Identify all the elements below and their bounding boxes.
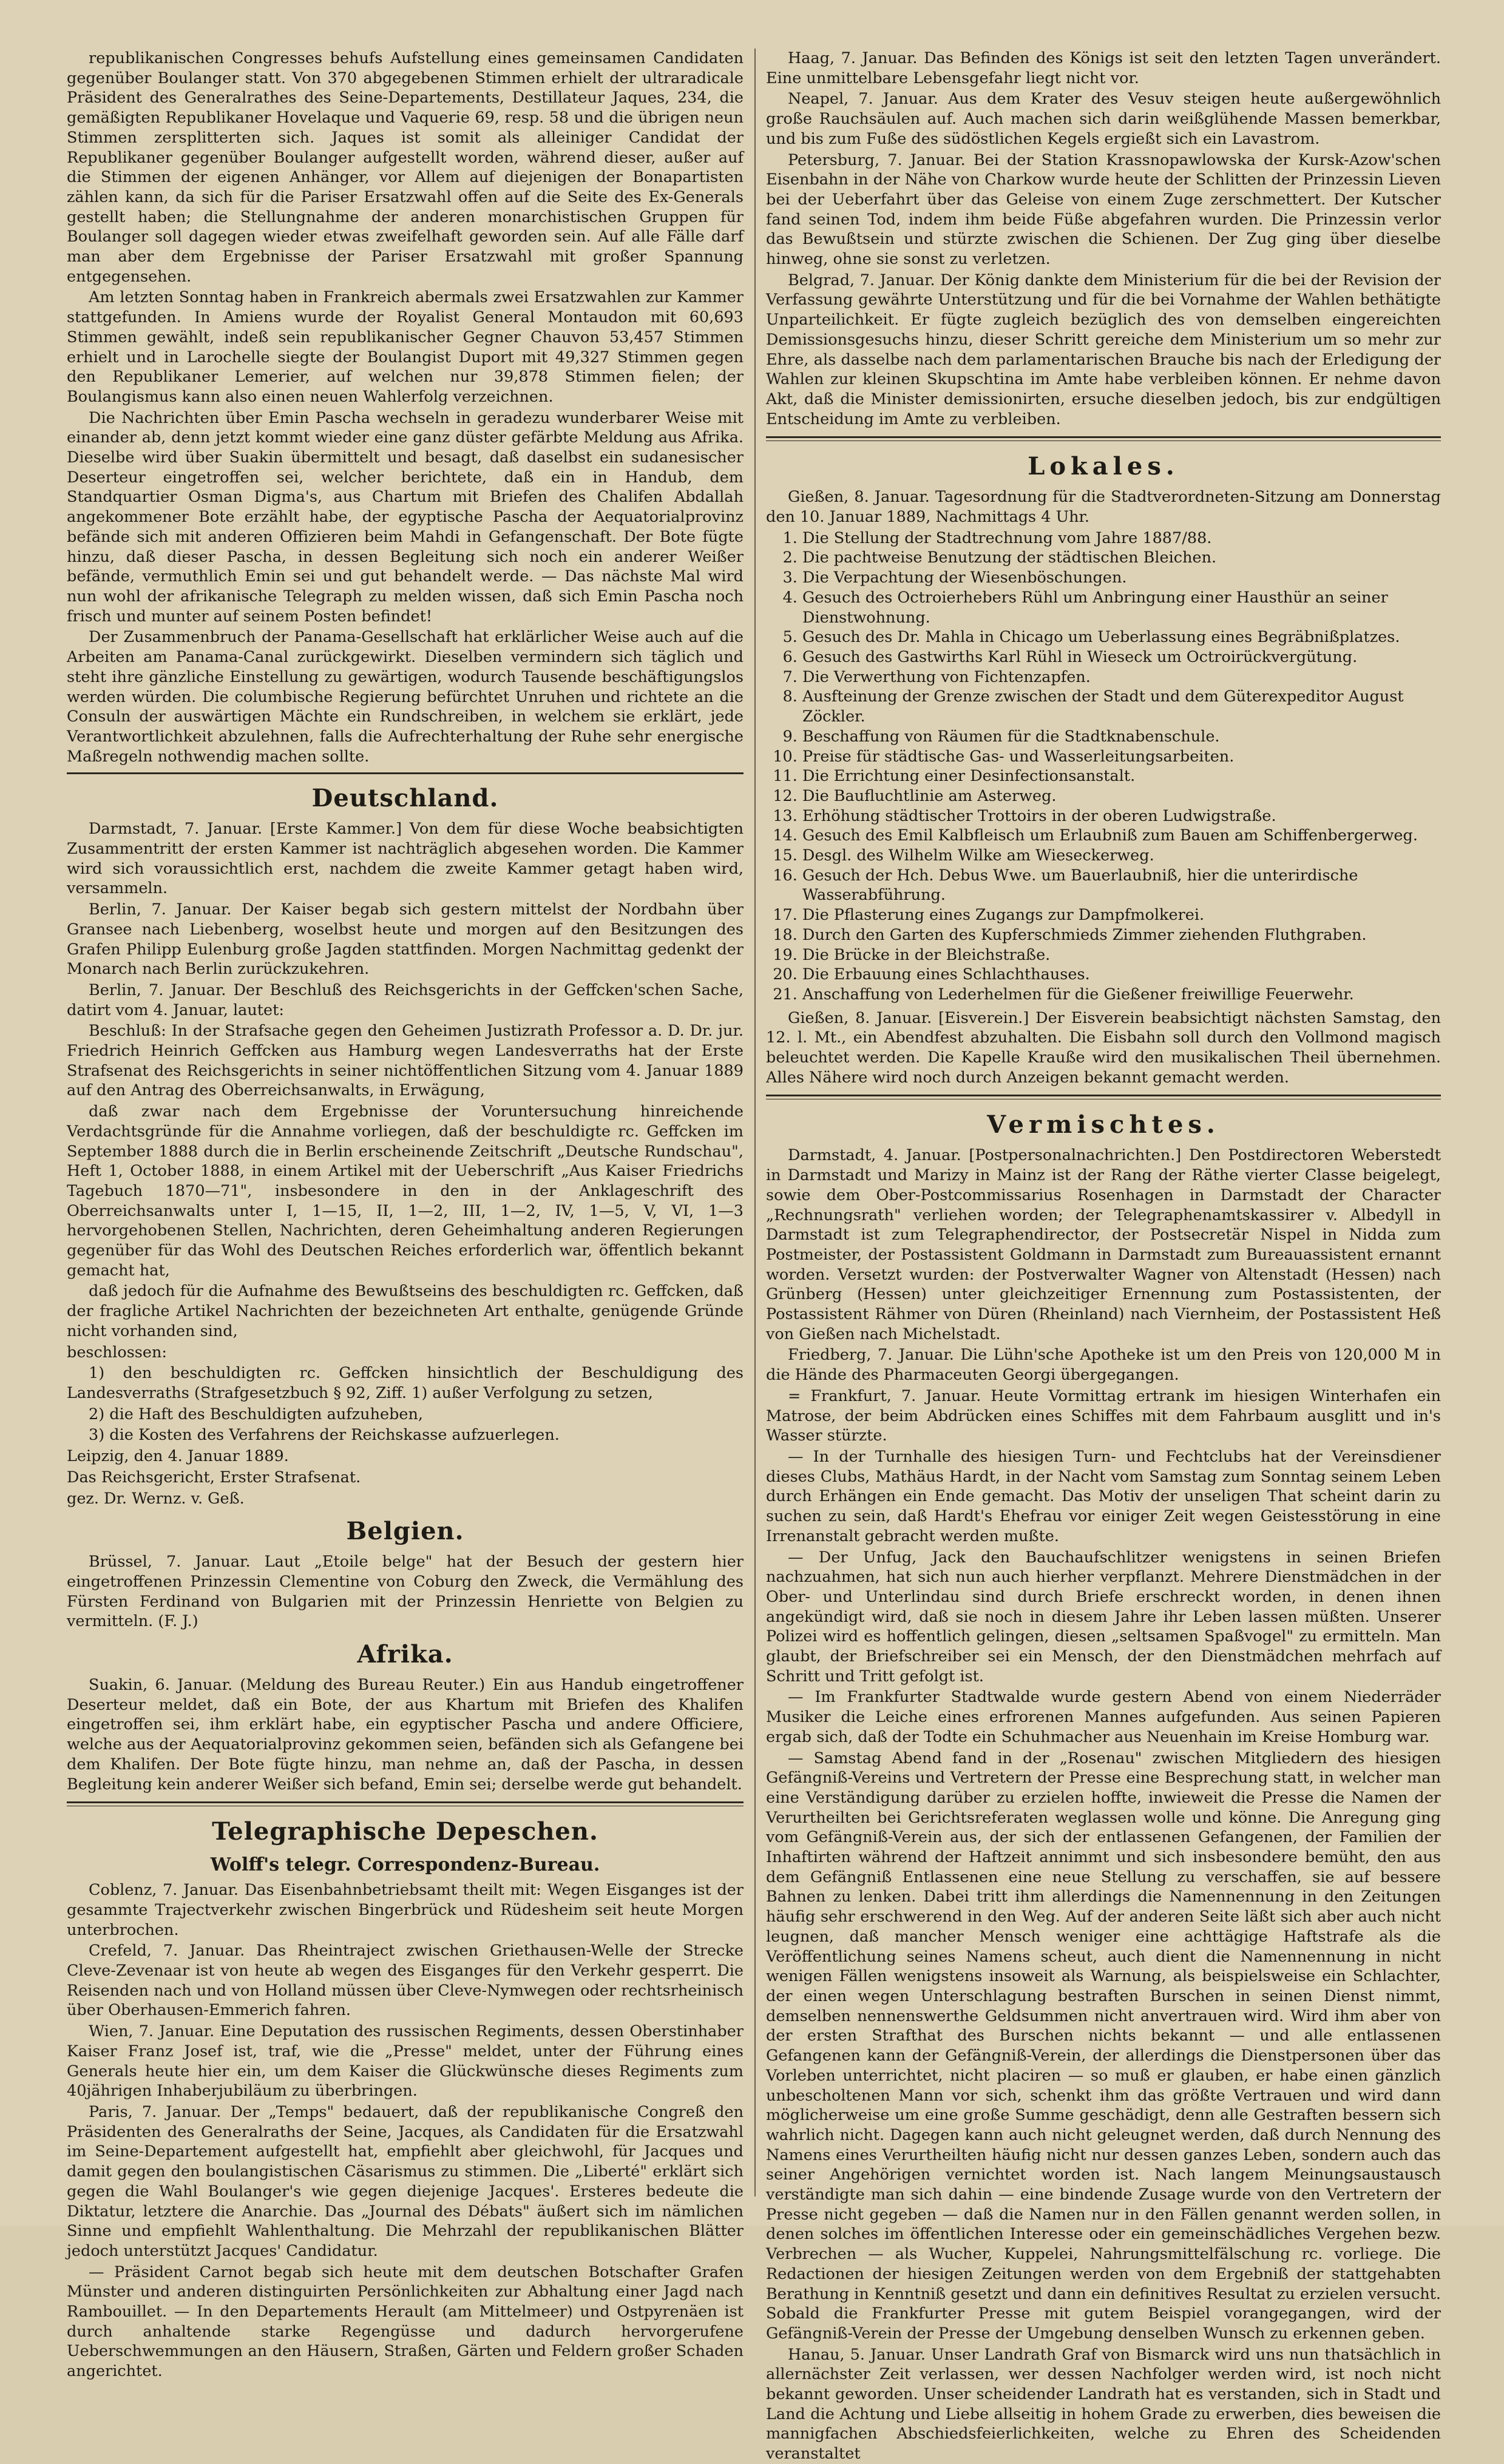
lokales-intro: Gießen, 8. Januar. Tagesordnung für die Stadtverordneten-Sitzung am Donnerstag den 10. Januar 1889, Nachmittags 4 Uhr.: [766, 488, 1441, 527]
signoff-line: gez. Dr. Wernz. v. Geß.: [67, 1489, 245, 1508]
section-heading-telegraph: Telegraphische Depeschen.: [212, 1817, 598, 1846]
article-paragraph: Haag, 7. Januar. Das Befinden des Königs ist seit den letzten Tagen unverändert. Eine unmittelbare Lebensgefahr liegt nicht vor.: [766, 49, 1441, 87]
article-paragraph: Wien, 7. Januar. Eine Deputation des russischen Regiments, dessen Oberstinhaber Kaiser Franz Josef ist, traf, wie die „Presse" meldet, unter der Führung eines Generals heute hier ein, um dem Kaiser die Glückwünsche dieses Regiments zum 40jährigen Inhaberjubiläum zu überbringen.: [67, 2022, 744, 2101]
agenda-item: 13. Erhöhung städtischer Trottoirs in der oberen Ludwigstraße.: [802, 806, 1441, 826]
agenda-item: 4. Gesuch des Octroierhebers Rühl um Anbringung einer Hausthür an seiner Dienstwohnung.: [802, 588, 1441, 627]
beschlossen-items: [67, 1363, 744, 1445]
article-paragraph: Coblenz, 7. Januar. Das Eisenbahnbetriebsamt theilt mit: Wegen Eisganges ist der gesammte Trajectverkehr zwischen Bingerbrück und Rüdesheim seit heute Morgen unterbrochen.: [67, 1881, 744, 1939]
article-paragraph: Berlin, 7. Januar. Der Beschluß des Reichsgerichts in der Geffcken'schen Sache, datirt vom 4. Januar, lautet:: [67, 981, 744, 1019]
ruling-item: 3) die Kosten des Verfahrens der Reichskasse aufzuerlegen.: [89, 1426, 560, 1445]
article-paragraph: Darmstadt, 4. Januar. [Postpersonalnachrichten.] Den Postdirectoren Weberstedt in Darmstadt und Marizy in Mainz ist der Rang der Räthe vierter Classe beigelegt, sowie dem Ober-Postcommissarius Rosenhagen in Darmstadt der Character „Rechnungsrath" verliehen worden; der Telegraphenamtskassirer v. Albedyll in Darmstadt ist zum Telegraphendirector, der Postsecretär Nispel in Nidda zum Postmeister, der Postassistent Goldmann in Darmstadt zum Bureauassistent ernannt worden. Versetzt wurden: der Postverwalter Wagner von Altenstadt (Hessen) nach Grünberg (Hessen) unter gleichzeitiger Ernennung zum Postassistenten, der Postassistent Rähmer von Düren (Rheinland) nach Viernheim, der Postassistent Heß von Gießen nach Michelstadt.: [766, 1146, 1441, 1343]
afrika-articles: [67, 1675, 744, 1794]
lokales-articles: [766, 1008, 1441, 1088]
agenda-item: 20. Die Erbauung eines Schlachthauses.: [802, 965, 1441, 985]
article-paragraph: Die Nachrichten über Emin Pascha wechseln in geradezu wunderbarer Weise mit einander ab, denn jetzt kommt wieder eine ganz düster gefärbte Meldung aus Afrika. Dieselbe wird über Suakin übermittelt und besagt, daß daselbst ein sudanesischer Deserteur eingetroffen sei, welcher berichtete, daß ein in Handub, dem Standquartier Osman Digma's, aus Chartum mit Briefen des Chalifen Abdallah angekommener Bote erzählt habe, der egyptische Pascha der Aequatorialprovinz befände sich mit anderen Offizieren beim Mahdi in Gefangenschaft. Der Bote fügte hinzu, daß dieser Pascha, in dessen Begleitung sich noch ein anderer Weißer befände, vermuthlich Emin sei und gut behandelt werde. — Das nächste Mal wird nun wohl der afrikanische Telegraph zu melden wissen, daß sich Emin Pascha noch frisch und munter auf seinem Posten befindet!: [67, 408, 744, 626]
article-paragraph: Brüssel, 7. Januar. Laut „Etoile belge" hat der Besuch der gestern hier eingetroffenen Prinzessin Clementine von Coburg den Zweck, die Vermählung des Fürsten Ferdinand von Bulgarien mit der Prinzessin Henriette von Belgien zu vermitteln. (F. J.): [67, 1553, 744, 1631]
section-rule: [766, 1095, 1441, 1099]
article-paragraph: — Präsident Carnot begab sich heute mit dem deutschen Botschafter Grafen Münster und anderen distinguirten Persönlichkeiten zur Abhaltung einer Jagd nach Rambouillet. — In den Departements Herault (am Mittelmeer) und Ostpyrenäen ist durch anhaltende starke Regengüsse und dadurch hervorgerufene Ueberschwemmungen an den Häusern, Straßen, Gärten und Feldern großer Schaden angerichtet.: [67, 2263, 744, 2381]
telegraph-continued: [766, 49, 1441, 429]
agenda-list: [766, 528, 1441, 1005]
court-signoff: [67, 1446, 744, 1508]
article-paragraph: Am letzten Sonntag haben in Frankreich abermals zwei Ersatzwahlen zur Kammer stattgefunden. In Amiens wurde der Royalist General Montaudon mit 60,693 Stimmen gewählt, indeß sein republikanischer Gegner Chauvon 53,457 Stimmen erhielt und in Larochelle siegte der Boulangist Duport mit 49,327 Stimmen gegen den Republikaner Lemerier, auf welchen nur 39,878 Stimmen fielen; der Boulangismus kann also einen neuen Wahlerfolg verzeichnen.: [67, 288, 744, 406]
left-column: [67, 49, 744, 2381]
article-paragraph: Neapel, 7. Januar. Aus dem Krater des Vesuv steigen heute außergewöhnlich große Rauchsäulen auf. Auch machen sich darin weißglühende Massen bemerkbar, und bis zum Fuße des südöstlichen Kegels ergießt sich ein Lavastrom.: [766, 90, 1441, 148]
agenda-item: 9. Beschaffung von Räumen für die Stadtknabenschule.: [802, 727, 1441, 747]
section-heading-lokales: Lokales.: [1028, 452, 1179, 481]
intro-articles: [67, 49, 744, 766]
article-paragraph: Belgrad, 7. Januar. Der König dankte dem Ministerium für die bei der Revision der Verfassung gewährte Unterstützung und für die bei Vornahme der Wahlen bethätigte Unparteilichkeit. Er fügte zugleich bezüglich des von demselben eingereichten Demissionsgesuchs hinzu, dieser Schritt gereiche dem Ministerium um so mehr zur Ehre, als dasselbe nach dem parlamentarischen Brauche bis nach der Erledigung der Wahlen zur kleinen Skupschtina im Amte habe verbleiben können. Er nehme davon Akt, daß die Minister demissionirten, ersuche dieselben jedoch, bis zur endgültigen Entscheidung im Amte zu verbleiben.: [766, 271, 1441, 428]
signoff-line: Leipzig, den 4. Januar 1889.: [67, 1447, 289, 1466]
article-paragraph: = Frankfurt, 7. Januar. Heute Vormittag ertrank im hiesigen Winterhafen ein Matrose, der beim Abdrücken eines Schiffes mit dem Fahrbaum ausglitt und in's Wasser stürzte.: [766, 1386, 1441, 1445]
article-paragraph: Der Zusammenbruch der Panama-Gesellschaft hat erklärlicher Weise auch auf die Arbeiten am Panama-Canal zurückgewirkt. Dieselben vermindern sich täglich und steht ihre gänzliche Einstellung zu gewärtigen, wodurch Tausende beschäftigungslos werden würden. Die columbische Regierung befürchtet Unruhen und richtete an die Consuln der auswärtigen Mächte ein Rundschreiben, in welchem sie erklärt, jede Verantwortlichkeit abzulehnen, falls die Aufrechterhaltung der Ruhe sehr energische Maßregeln nothwendig machen sollte.: [67, 628, 744, 766]
agenda-item: 10. Preise für städtische Gas- und Wasserleitungsarbeiten.: [802, 747, 1441, 767]
section-rule: [766, 436, 1441, 441]
telegraph-subheading: Wolff's telegr. Correspondenz-Bureau.: [210, 1854, 600, 1876]
section-rule: [67, 1801, 744, 1806]
article-paragraph: Beschluß: In der Strafsache gegen den Geheimen Justizrath Professor a. D. Dr. jur. Friedrich Heinrich Geffcken aus Hamburg wegen Landesverraths hat der Erste Strafsenat des Reichsgerichts in seiner nichtöffentlichen Sitzung vom 4. Januar 1889 auf den Antrag des Oberreichsanwalts, in Erwägung,: [67, 1022, 744, 1100]
belgien-articles: [67, 1552, 744, 1632]
article-paragraph: Paris, 7. Januar. Der „Temps" bedauert, daß der republikanische Congreß den Präsidenten des Generalraths der Seine, Jacques, als Candidaten für die Ersatzwahl im Seine-Departement aufgestellt hat, empfiehlt aber gleichwohl, für Jacques und damit gegen den boulangistischen Cäsarismus zu stimmen. Die „Liberté" erklärt sich gegen die Wahl Boulanger's wie gegen diejenige Jacques'. Ersteres bedeute die Diktatur, letztere die Anarchie. Das „Journal des Débats" äußert sich im nämlichen Sinne und empfiehlt Wahlenthaltung. Die Mehrzahl der republikanischen Blätter jedoch unterstützt Jacques' Candidatur.: [67, 2102, 744, 2260]
agenda-item: 14. Gesuch des Emil Kalbfleisch um Erlaubniß zum Bauen am Schiffenbergerweg.: [802, 826, 1441, 846]
agenda-item: 11. Die Errichtung einer Desinfectionsanstalt.: [802, 766, 1441, 786]
agenda-item: 3. Die Verpachtung der Wiesenböschungen.: [802, 568, 1441, 588]
article-paragraph: daß jedoch für die Aufnahme des Bewußtseins des beschuldigten rc. Geffcken, daß der fragliche Artikel Nachrichten der bezeichneten Art enthalte, genügende Gründe nicht vorhanden sind,: [67, 1282, 744, 1340]
right-column: [766, 49, 1441, 2463]
section-rule: [67, 772, 744, 774]
article-paragraph: — Der Unfug, Jack den Bauchaufschlitzer wenigstens in seinen Briefen nachzuahmen, hat sich nun auch hierher verpflanzt. Mehrere Dienstmädchen in der Ober- und Unterlindau sind durch Briefe erschreckt worden, in denen ihnen angekündigt wird, daß sie noch in diesem Jahre ihr Leben lassen müßten. Unserer Polizei wird es hoffentlich gelingen, diesen „seltsamen Spaßvogel" zu ermitteln. Man glaubt, der Briefschreiber sei ein Mensch, der den Dienstmädchen mehrfach auf Schritt und Tritt gefolgt ist.: [766, 1548, 1441, 1686]
agenda-item: 19. Die Brücke in der Bleichstraße.: [802, 945, 1441, 965]
article-paragraph: Friedberg, 7. Januar. Die Lühn'sche Apotheke ist um den Preis von 120,000 M in die Hände des Pharmaceuten Georgi übergegangen.: [766, 1346, 1441, 1385]
agenda-item: 15. Desgl. des Wilhelm Wilke am Wieseckerweg.: [802, 846, 1441, 866]
section-heading-deutschland: Deutschland.: [311, 784, 499, 813]
agenda-item: 17. Die Pflasterung eines Zugangs zur Dampfmolkerei.: [802, 905, 1441, 925]
article-paragraph: Crefeld, 7. Januar. Das Rheintraject zwischen Griethausen-Welle der Strecke Cleve-Zevenaar ist von heute ab wegen des Eisganges für den Verkehr gesperrt. Die Reisenden nach und von Holland müssen über Cleve-Nymwegen oder rechtsrheinisch über Oberhausen-Emmerich fahren.: [67, 1942, 744, 2020]
agenda-item: 6. Gesuch des Gastwirths Karl Rühl in Wieseck um Octroirückvergütung.: [802, 647, 1441, 667]
beschlossen-label: beschlossen:: [67, 1343, 167, 1362]
section-heading-belgien: Belgien.: [346, 1517, 464, 1546]
deutschland-articles: [67, 819, 744, 1341]
telegraph-articles: [67, 1880, 744, 2381]
article-paragraph: Gießen, 8. Januar. [Eisverein.] Der Eisverein beabsichtigt nächsten Samstag, den 12. l. Mt., ein Abendfest abzuhalten. Die Eisbahn soll durch den Vollmond magisch beleuchtet werden. Die Kapelle Krauße wird den musikalischen Theil übernehmen. Alles Nähere wird noch durch Anzeigen bekannt gemacht werden.: [766, 1008, 1441, 1087]
ruling-item: 2) die Haft des Beschuldigten aufzuheben,: [89, 1405, 424, 1423]
agenda-item: 18. Durch den Garten des Kupferschmieds Zimmer ziehenden Fluthgraben.: [802, 925, 1441, 945]
article-paragraph: daß zwar nach dem Ergebnisse der Voruntersuchung hinreichende Verdachtsgründe für die Annahme vorliegen, daß der beschuldigte rc. Geffcken im September 1888 durch die in Berlin erscheinende Zeitschrift „Deutsche Rundschau", Heft 1, October 1888, in einem Artikel mit der Ueberschrift „Aus Kaiser Friedrichs Tagebuch 1870—71", insbesondere in den in der Anklageschrift des Oberreichsanwalts unter I, 1—15, II, 1—2, III, 1—2, IV, 1—5, V, VI, 1—3 hervorgehobenen Stellen, Nachrichten, deren Geheimhaltung anderen Regierungen gegenüber für das Wohl des Deutschen Reiches erforderlich war, öffentlich bekannt gemacht hat,: [67, 1102, 744, 1280]
agenda-item: 5. Gesuch des Dr. Mahla in Chicago um Ueberlassung eines Begräbnißplatzes.: [802, 627, 1441, 647]
article-paragraph: Berlin, 7. Januar. Der Kaiser begab sich gestern mittelst der Nordbahn über Gransee nach Liebenberg, woselbst heute und morgen auf den Besitzungen des Grafen Philipp Eulenburg große Jagden stattfinden. Morgen Nachmittag gedenkt der Monarch nach Berlin zurückzukehren.: [67, 900, 744, 979]
agenda-item: 21. Anschaffung von Lederhelmen für die Gießener freiwillige Feuerwehr.: [802, 985, 1441, 1005]
agenda-item: 1. Die Stellung der Stadtrechnung vom Jahre 1887/88.: [802, 528, 1441, 548]
agenda-item: 8. Ausfteinung der Grenze zwischen der Stadt und dem Güterexpeditor August Zöckler.: [802, 687, 1441, 726]
agenda-item: 12. Die Baufluchtlinie am Asterweg.: [802, 786, 1441, 806]
signoff-line: Das Reichsgericht, Erster Strafsenat.: [67, 1468, 361, 1487]
article-paragraph: Darmstadt, 7. Januar. [Erste Kammer.] Von dem für diese Woche beabsichtigten Zusammentritt der ersten Kammer ist nachträglich abgesehen worden. Die Kammer wird sich voraussichtlich erst, nachdem die zweite Kammer getagt haben wird, versammeln.: [67, 820, 744, 898]
section-heading-afrika: Afrika.: [357, 1640, 453, 1669]
section-heading-vermischtes: Vermischtes.: [987, 1110, 1220, 1139]
ruling-item: 1) den beschuldigten rc. Geffcken hinsichtlich der Beschuldigung des Landesverraths (Strafgesetzbuch § 92, Ziff. 1) außer Verfolgung zu setzen,: [67, 1364, 744, 1402]
article-paragraph: Hanau, 5. Januar. Unser Landrath Graf von Bismarck wird uns nun thatsächlich in allernächster Zeit verlassen, wer dessen Nachfolger werden wird, ist noch nicht bekannt geworden. Unser scheidender Landrath hat es verstanden, sich in Stadt und Land die Achtung und Liebe allseitig in hohem Grade zu erwerben, dies beweisen die mannigfachen Abschiedsfeierlichkeiten, welche zu Ehren des Scheidenden veranstaltet: [766, 2345, 1441, 2463]
article-paragraph: Petersburg, 7. Januar. Bei der Station Krassnopawlowska der Kursk-Azow'schen Eisenbahn in der Nähe von Charkow wurde heute der Schlitten der Prinzessin Lieven bei der Ueberfahrt über das Geleise von einem Zuge zerschmettert. Der Kutscher fand seinen Tod, indem ihm beide Füße abgefahren wurden. Die Prinzessin verlor das Bewußtsein und stürzte zwischen die Schienen. Der Zug ging über dieselbe hinweg, ohne sie sonst zu verletzen.: [766, 150, 1441, 269]
article-paragraph: — In der Turnhalle des hiesigen Turn- und Fechtclubs hat der Vereinsdiener dieses Clubs, Mathäus Hardt, in der Nacht vom Samstag zum Sonntag seinem Leben durch Erhängen ein Ende gemacht. Das Motiv der unseligen That scheint darin zu suchen zu sein, daß Hardt's Ehefrau vor einiger Zeit wegen Geistesstörung in eine Irrenanstalt gebracht werden mußte.: [766, 1448, 1441, 1545]
article-paragraph: Suakin, 6. Januar. (Meldung des Bureau Reuter.) Ein aus Handub eingetroffener Deserteur meldet, daß ein Bote, der aus Khartum mit Briefen des Khalifen eingetroffen sei, ihm erklärt habe, ein egyptischer Pascha und andere Officiere, welche aus der Aequatorialprovinz gekommen seien, befänden sich als Gefangene bei dem Khalifen. Der Bote fügte hinzu, man nehme an, daß der Pascha, in dessen Begleitung kein anderer Weißer sich befand, Emin sei; derselbe werde gut behandelt.: [67, 1676, 744, 1794]
agenda-item: 7. Die Verwerthung von Fichtenzapfen.: [802, 667, 1441, 687]
vermischtes-articles: [766, 1146, 1441, 2463]
article-paragraph: republikanischen Congresses behufs Aufstellung eines gemeinsamen Candidaten gegenüber Boulanger statt. Von 370 abgegebenen Stimmen erhielt der ultraradicale Präsident des Generalrathes des Seine-Departements, Destillateur Jaques, 234, die gemäßigten Republikaner Hovelaque und Vaquerie 69, resp. 58 und die übrigen neun Stimmen zersplitterten sich. Jaques ist somit als alleiniger Candidat der Republikaner gegenüber Boulanger aufgestellt worden, während dieser, außer auf die Stimmen der eigenen Anhänger, vor Allem auf diejenigen der Bonapartisten zählen kann, da sich für die Pariser Ersatzwahl offen auf die Seite des Ex-Generals gestellt haben; die Stellungnahme der anderen monarchistischen Gruppen für Boulanger soll dagegen wieder etwas zweifelhaft geworden sein. Auf alle Fälle darf man aber dem Ergebnisse der Pariser Ersatzwahl mit großer Spannung entgegensehen.: [67, 49, 744, 286]
agenda-item: 16. Gesuch der Hch. Debus Wwe. um Bauerlaubniß, hier die unterirdische Wasserabführung.: [802, 866, 1441, 905]
column-divider: [754, 49, 756, 2196]
article-paragraph: — Samstag Abend fand in der „Rosenau" zwischen Mitgliedern des hiesigen Gefängniß-Vereins und Vertretern der Presse eine Besprechung statt, in welcher man eine Verständigung darüber zu erzielen hoffte, inwieweit die Presse die Namen der Verurtheilten bei Gerichtsreferaten weglassen wolle und könne. Die Anregung ging vom Gefängniß-Verein aus, der sich der entlassenen Gefangenen, der Familien der Inhaftirten während der Haftzeit annimmt und sich insbesondere bemüht, den aus dem Gefängniß Entlassenen eine neue Stellung zu verschaffen, sie auf bessere Bahnen zu lenken. Dabei tritt ihm allerdings die Namennennung in den Zeitungen häufig sehr erschwerend in den Weg. Auf der anderen Seite läßt sich aber auch nicht leugnen, daß mancher Mensch weniger eine achttägige Haftstrafe als die Veröffentlichung seines Namens scheut, auch dient die Namennennung in nicht wenigen Fällen wenigstens insoweit als Warnung, als beispielsweise ein Schlachter, der einen wegen Unterschlagung bestraften Burschen in seinen Dienst nimmt, demselben nennenswerthe Geldsummen nicht anvertrauen wird. Wird ihm aber von der ersten Strafthat des Burschen nichts bekannt — und alle entlassenen Gefangenen kann der Gefängniß-Verein, der allerdings die Dienstpersonen über das Vorleben unterrichtet, nicht placiren — so muß er glauben, er habe einen gänzlich unbescholtenen Mann vor sich, schenkt ihm das größte Vertrauen und wird dann möglicherweise um eine große Summe geschädigt, denn alle Gestraften bessern sich wahrlich nicht. Dagegen kann auch nicht geleugnet werden, daß durch Nennung des Namens eines Verurtheilten häufig nicht nur dessen ganzes Leben, sondern auch das seiner Angehörigen vernichtet worden ist. Nach langem Meinungsaustausch verständigte man sich dahin — eine bindende Zusage wurde von den Vertretern der Presse nicht gegeben — daß die Namen nur in den Fällen genannt werden sollen, in denen solches im öffentlichen Interesse oder ein gemeinschädliches Vergehen bezw. Verbrechen — als Wucher, Kuppelei, Nahrungsmittelfälschung rc. vorliege. Die Redactionen der hiesigen Zeitungen werden von dem Ergebniß der stattgehabten Berathung in Kenntniß gesetzt und dann ein definitives Resultat zu erzielen versucht. Sobald die Frankfurter Presse mit gutem Beispiel vorangegangen, wird der Gefängniß-Verein der Presse der Umgebung denselben Wunsch zu erkennen geben.: [766, 1749, 1441, 2343]
agenda-item: 2. Die pachtweise Benutzung der städtischen Bleichen.: [802, 548, 1441, 568]
article-paragraph: — Im Frankfurter Stadtwalde wurde gestern Abend von einem Niederräder Musiker die Leiche eines erfrorenen Mannes aufgefunden. Aus seinen Papieren ergab sich, daß der Todte ein Schuhmacher aus Neuenhain im Kreise Homburg war.: [766, 1688, 1441, 1746]
